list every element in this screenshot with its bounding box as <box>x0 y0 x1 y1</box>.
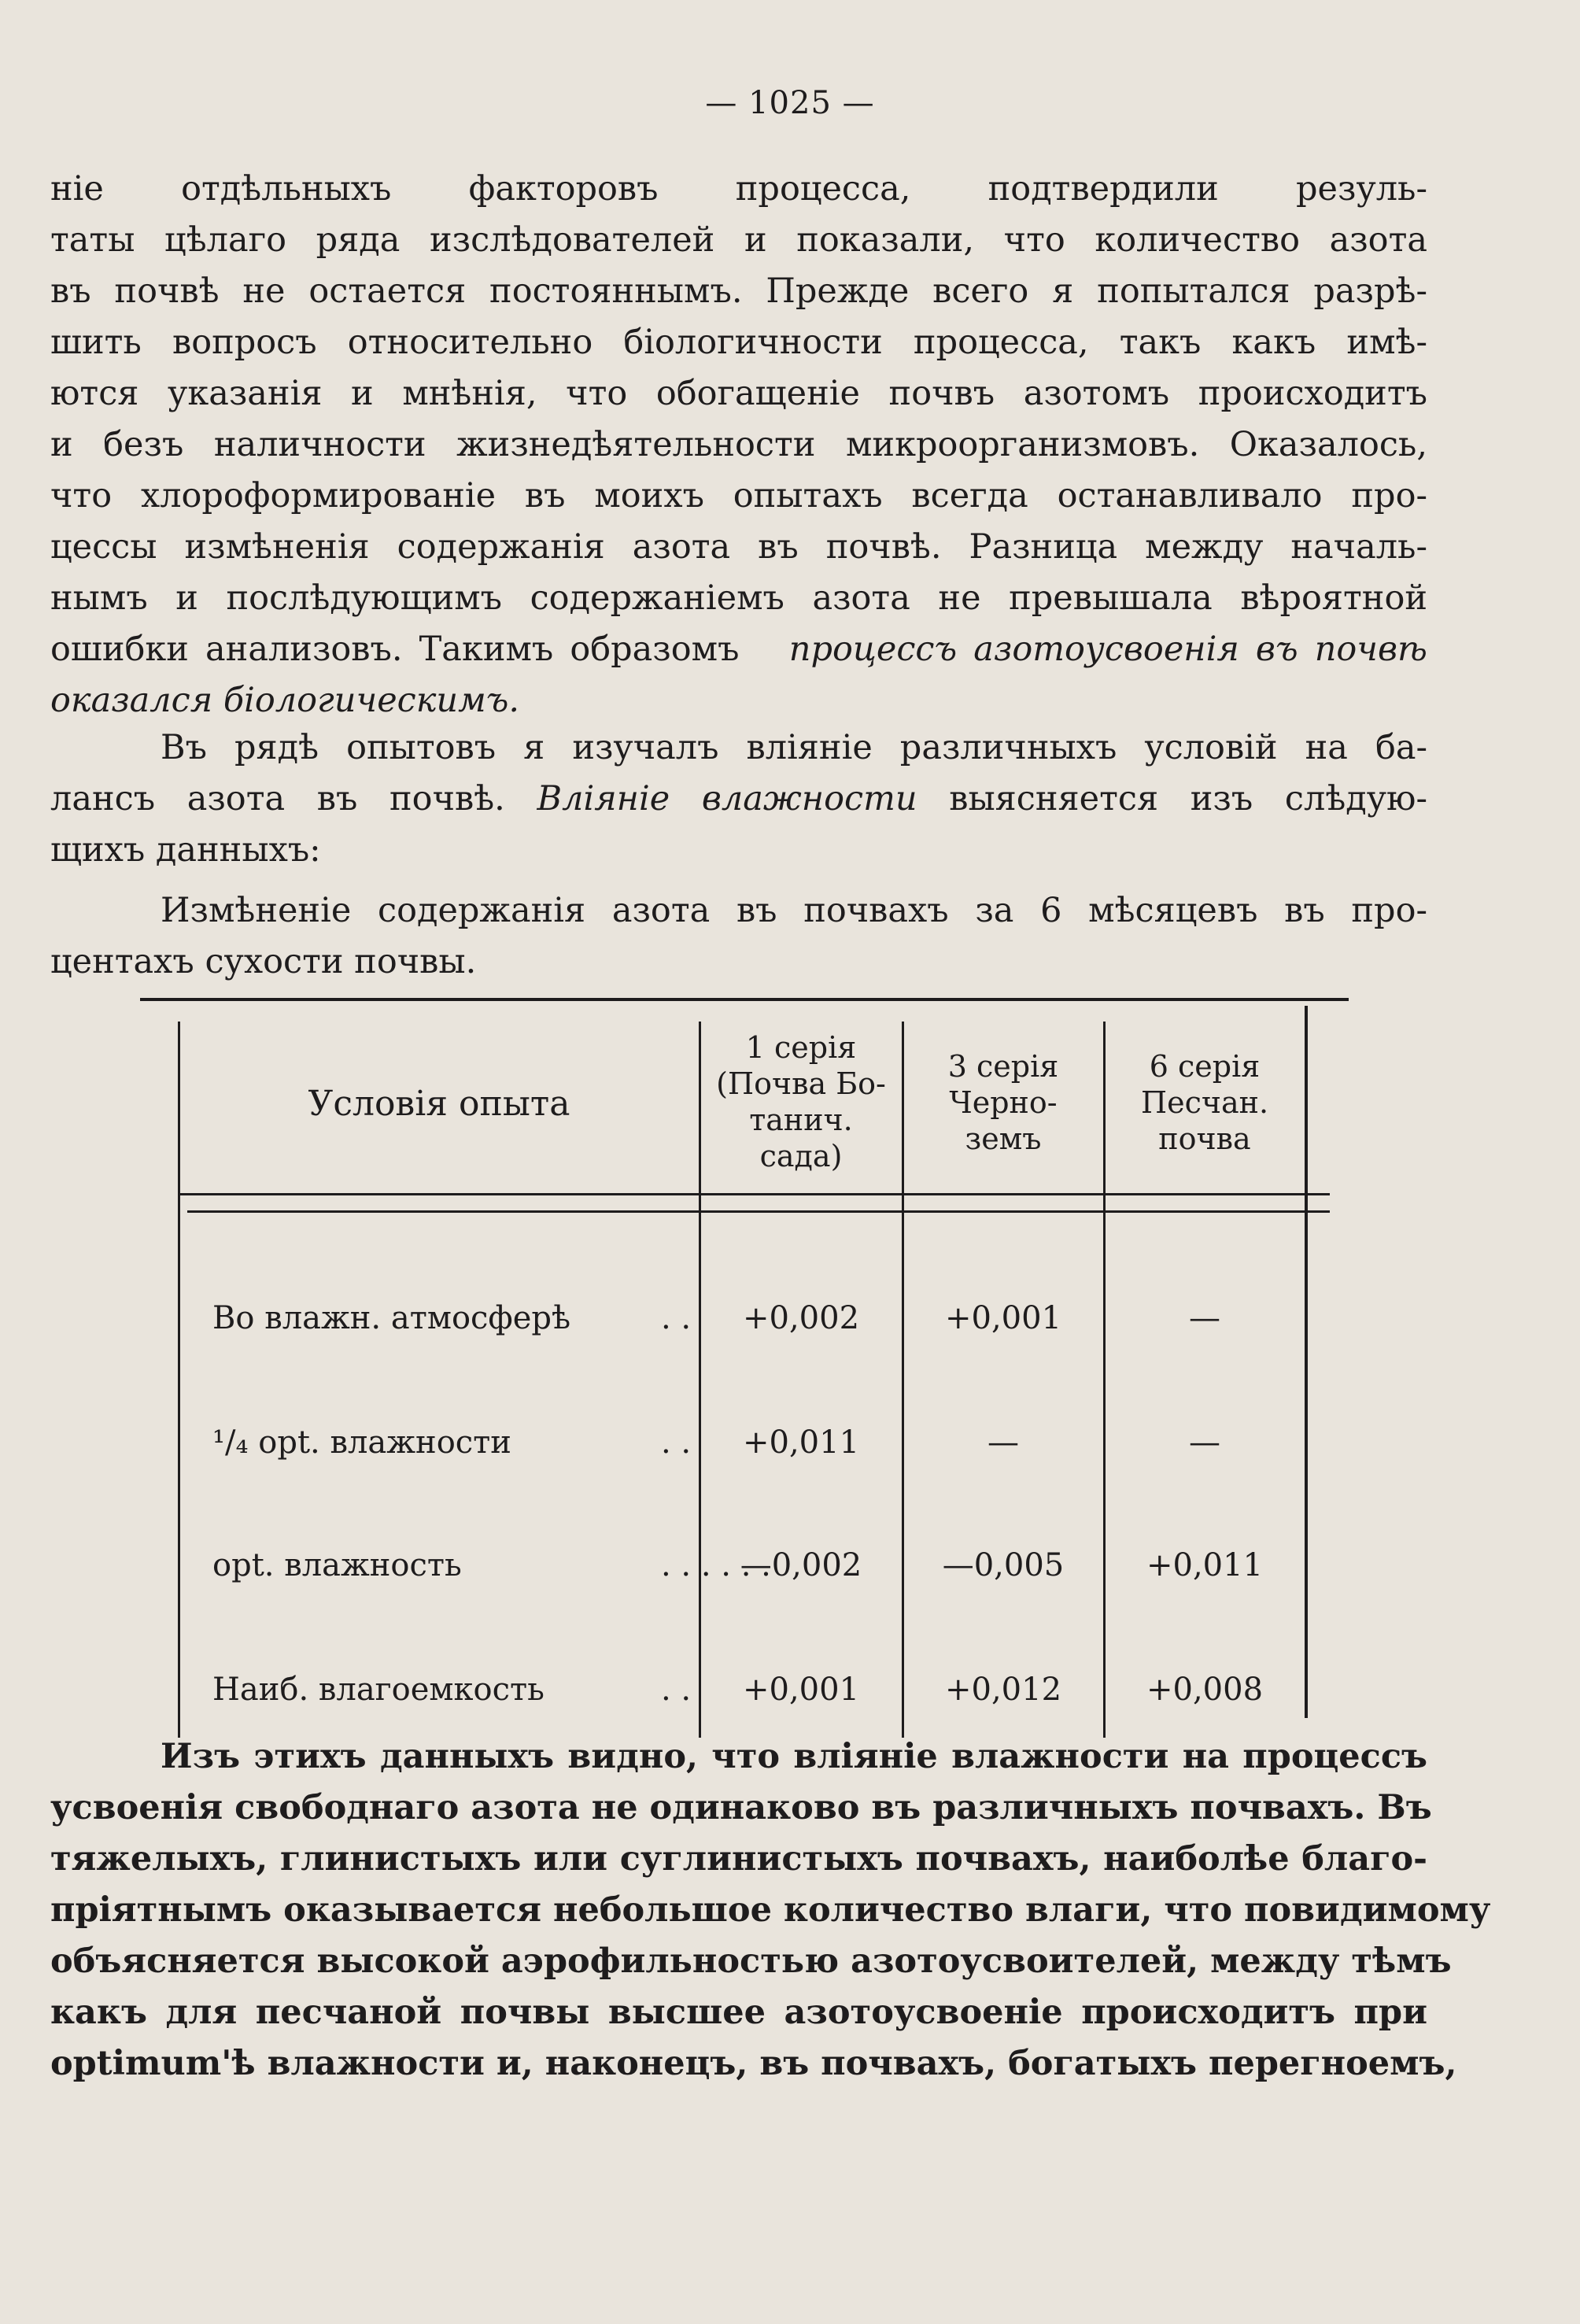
header-line: 1 серія <box>745 1030 857 1065</box>
condition-label: Во влажн. атмосферѣ <box>212 1300 571 1336</box>
cell-value: —0,002 <box>740 1547 862 1583</box>
cell-value: — <box>988 1424 1019 1461</box>
leader-dots: . . <box>661 1672 692 1708</box>
data-table <box>140 998 1349 1738</box>
text-span: ошибки анализовъ. Такимъ образомъ <box>50 630 740 669</box>
header-line: Песчан. <box>1140 1085 1269 1120</box>
text-line: ются указанія и мнѣнія, что обогащеніе почвъ азотомъ происходитъ <box>50 374 1427 413</box>
text-span: лансъ азота въ почвѣ. <box>50 779 505 818</box>
page-number: — 1025 — <box>705 85 875 121</box>
column-rule <box>1103 1022 1106 1738</box>
table-top-rule <box>140 998 1349 1001</box>
cell-value: +0,011 <box>742 1424 860 1461</box>
cell-value: +0,002 <box>742 1300 860 1336</box>
text-line: нымъ и послѣдующимъ содержаніемъ азота не превышала вѣроятной <box>50 578 1427 618</box>
leader-dots: . . . . . . <box>661 1547 771 1583</box>
text-line: центахъ сухости почвы. <box>50 942 477 981</box>
leader-dots: . . <box>661 1424 692 1461</box>
text-line <box>50 624 1427 675</box>
text-line: и безъ наличности жизнедѣятельности микроорганизмовъ. Оказалось, <box>50 425 1427 464</box>
header-line: 3 серія <box>947 1049 1059 1084</box>
header-line: сада) <box>759 1139 843 1173</box>
text-line: тяжелыхъ, глинистыхъ или суглинистыхъ почвахъ, наиболѣе благо- <box>50 1839 1427 1879</box>
cell-value: +0,001 <box>742 1672 860 1708</box>
table-caption <box>50 885 1427 988</box>
condition-label: ¹/₄ opt. влажности <box>212 1424 511 1461</box>
header-line: (Почва Бо- <box>716 1066 886 1101</box>
text-line: таты цѣлаго ряда изслѣдователей и показали, что количество азота <box>50 220 1427 260</box>
italic-emphasis: Вліяніе влажности <box>537 779 917 818</box>
header-line: танич. <box>749 1103 853 1137</box>
header-line: почва <box>1158 1121 1251 1156</box>
header-line: Черно- <box>949 1085 1058 1120</box>
paragraph-conclusion <box>50 1731 1491 2089</box>
header-line: 6 серія <box>1149 1049 1261 1084</box>
cell-value: — <box>1189 1424 1220 1461</box>
text-line: въ почвѣ не остается постояннымъ. Прежде всего я попытался разрѣ- <box>50 272 1427 311</box>
text-line <box>50 774 1427 825</box>
header-line: земъ <box>965 1121 1042 1156</box>
text-line: Изъ этихъ данныхъ видно, что вліяніе влажности на процессъ <box>161 1737 1427 1776</box>
header-series-1 <box>702 1029 900 1174</box>
header-bottom-rule-2 <box>187 1210 1330 1213</box>
header-bottom-rule <box>178 1193 1330 1195</box>
table-row-condition <box>212 1546 771 1585</box>
text-line: щихъ данныхъ: <box>50 830 321 870</box>
text-line: усвоенія свободнаго азота не одинаково въ различныхъ почвахъ. Въ <box>50 1788 1432 1827</box>
text-span: выясняется изъ слѣдую- <box>949 779 1427 818</box>
text-line: пріятнымъ оказывается небольшое количество влаги, что повидимому <box>50 1890 1491 1930</box>
text-line: объясняется высокой аэрофильностью азотоусвоителей, между тѣмъ <box>50 1942 1452 1981</box>
leader-dots: . . <box>661 1300 692 1336</box>
text-line: какъ для песчаной почвы высшее азотоусвоеніе происходитъ при <box>50 1993 1427 2032</box>
text-line: шить вопросъ относительно біологичности процесса, такъ какъ имѣ- <box>50 323 1427 362</box>
column-rule <box>902 1022 904 1738</box>
italic-emphasis: оказался біологическимъ. <box>50 681 520 720</box>
text-line: Измѣненіе содержанія азота въ почвахъ за 6 мѣсяцевъ въ про- <box>161 891 1427 930</box>
table-row-condition <box>212 1670 691 1709</box>
table-row-condition <box>212 1423 691 1462</box>
text-line: цессы измѣненія содержанія азота въ почвѣ. Разница между началь- <box>50 527 1427 567</box>
table-row-condition <box>212 1299 691 1338</box>
column-rule <box>178 1022 180 1738</box>
condition-label: opt. влажность <box>212 1547 462 1583</box>
cell-value: +0,008 <box>1146 1672 1264 1708</box>
condition-label: Наиб. влагоемкость <box>212 1672 545 1708</box>
paragraph-intro <box>50 164 1427 726</box>
cell-value: +0,012 <box>944 1672 1062 1708</box>
header-series-3 <box>905 1048 1102 1157</box>
italic-emphasis: процессъ азотоусвоенія въ почвѣ <box>788 630 1427 669</box>
text-line: Въ рядѣ опытовъ я изучалъ вліяніе различныхъ условій на ба- <box>161 728 1427 767</box>
paragraph-humidity <box>50 722 1427 876</box>
column-rule <box>1305 1006 1308 1718</box>
header-series-6 <box>1106 1048 1303 1157</box>
text-line: optimum'ѣ влажности и, наконецъ, въ почвахъ, богатыхъ перегноемъ, <box>50 2044 1457 2083</box>
cell-value: — <box>1189 1300 1220 1336</box>
cell-value: +0,001 <box>944 1300 1062 1336</box>
column-rule <box>699 1022 701 1738</box>
text-line: ніе отдѣльныхъ факторовъ процесса, подтвердили резуль- <box>50 169 1427 209</box>
cell-value: —0,005 <box>942 1547 1065 1583</box>
cell-value: +0,011 <box>1146 1547 1264 1583</box>
header-condition: Условія опыта <box>308 1084 570 1124</box>
text-line: что хлороформированіе въ моихъ опытахъ всегда останавливало про- <box>50 476 1427 515</box>
